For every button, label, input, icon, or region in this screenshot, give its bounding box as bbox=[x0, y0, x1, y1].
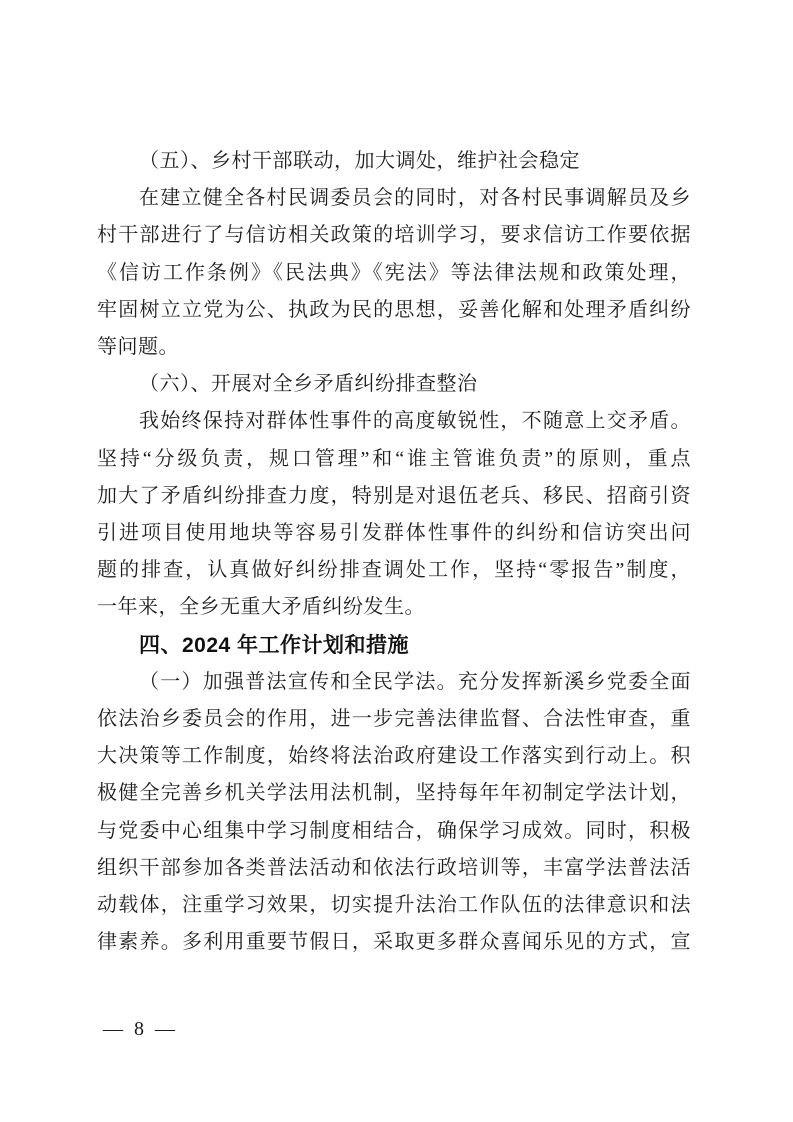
paragraph-line: 牢固树立立党为公、执政为民的思想，妥善化解和处理矛盾纠纷 bbox=[97, 298, 691, 321]
paragraph-line: 与党委中心组集中学习制度相结合，确保学习成效。同时，积极 bbox=[97, 819, 691, 842]
main-heading-2024-plan: 四、2024 年工作计划和措施 bbox=[139, 633, 410, 657]
paragraph-line: 律素养。多利用重要节假日，采取更多群众喜闻乐见的方式，宣 bbox=[97, 931, 691, 954]
paragraph-line: 极健全完善乡机关学法用法机制，坚持每年年初制定学法计划， bbox=[97, 782, 691, 805]
paragraph-line: 题的排查，认真做好纠纷排查调处工作，坚持“零报告”制度， bbox=[97, 559, 691, 582]
paragraph-line: 加大了矛盾纠纷排查力度，特别是对退伍老兵、移民、招商引资 bbox=[97, 484, 691, 507]
paragraph-line: 大决策等工作制度，始终将法治政府建设工作落实到行动上。积 bbox=[97, 745, 691, 768]
paragraph-line: 引进项目使用地块等容易引发群体性事件的纠纷和信访突出问 bbox=[97, 522, 691, 545]
paragraph-line: （一）加强普法宣传和全民学法。充分发挥新溪乡党委全面 bbox=[139, 670, 691, 693]
page-content bbox=[97, 143, 691, 961]
paragraph-line: 依法治乡委员会的作用，进一步完善法律监督、合法性审查，重 bbox=[97, 708, 691, 731]
paragraph-line: 我始终保持对群体性事件的高度敏锐性，不随意上交矛盾。 bbox=[139, 410, 691, 433]
paragraph-line: 村干部进行了与信访相关政策的培训学习，要求信访工作要依据 bbox=[97, 224, 691, 247]
paragraph-line: 一年来，全乡无重大矛盾纠纷发生。 bbox=[97, 596, 425, 619]
paragraph-line: 组织干部参加各类普法活动和依法行政培训等，丰富学法普法活 bbox=[97, 856, 691, 879]
page-number: — 8 — bbox=[103, 1018, 178, 1040]
section-heading-6: （六）、开展对全乡矛盾纠纷排查整治 bbox=[139, 373, 478, 396]
paragraph-line: 等问题。 bbox=[97, 336, 179, 359]
paragraph-line: 在建立健全各村民调委员会的同时，对各村民事调解员及乡 bbox=[139, 187, 691, 210]
section-heading-5: （五）、乡村干部联动，加大调处，维护社会稳定 bbox=[139, 150, 580, 172]
paragraph-line: 坚持“分级负责，规口管理”和“谁主管谁负责”的原则，重点 bbox=[97, 447, 691, 470]
paragraph-line: 动载体，注重学习效果，切实提升法治工作队伍的法律意识和法 bbox=[97, 894, 691, 917]
paragraph-line: 《信访工作条例》《民法典》《宪法》等法律法规和政策处理， bbox=[97, 261, 691, 284]
